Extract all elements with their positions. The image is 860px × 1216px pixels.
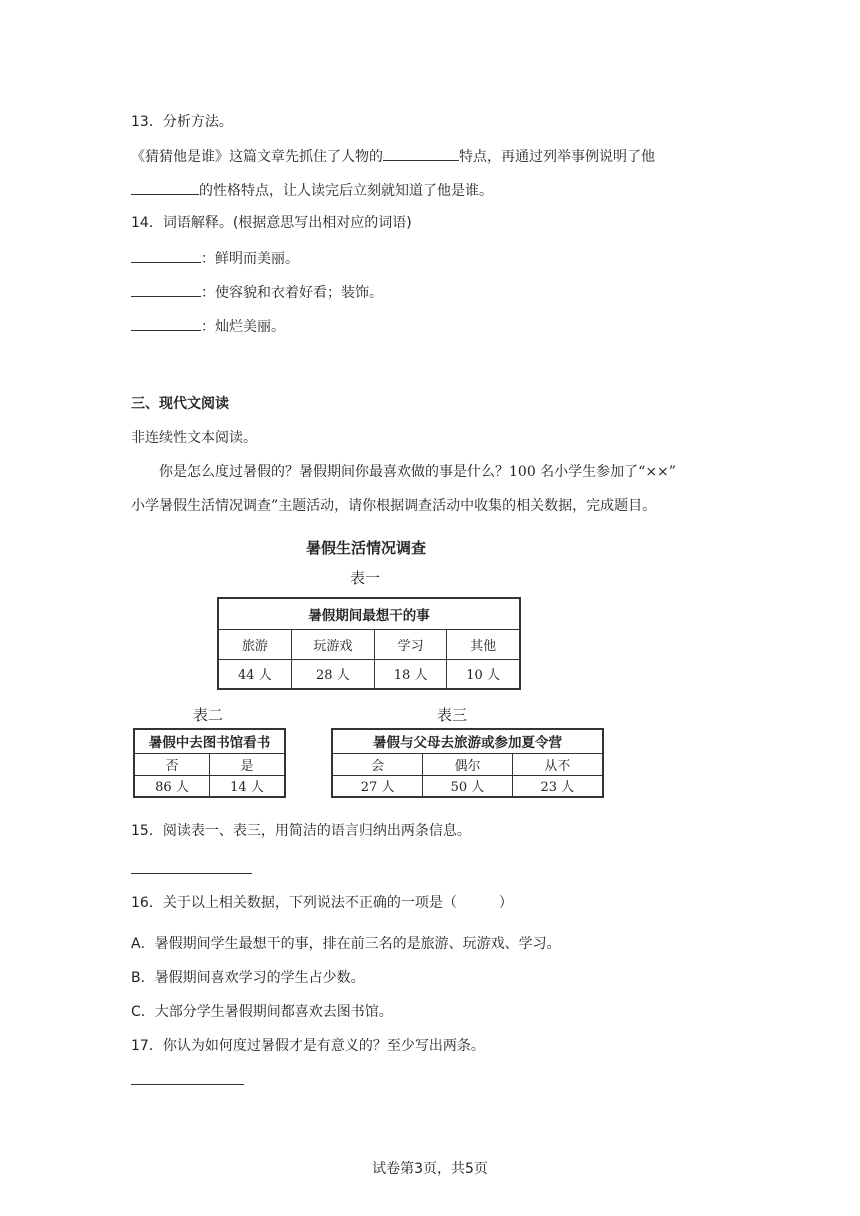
table-cell-value: 10 人	[447, 659, 520, 689]
question-13-line-2	[131, 180, 493, 201]
question-17: 17．你认为如何度过暑假才是有意义的？至少写出两条。	[131, 1038, 485, 1054]
passage-paragraph-line: 小学暑假生活情况调查”主题活动，请你根据调查活动中收集的相关数据，完成题目。	[131, 498, 657, 514]
question-13-text-part: 特点，再通过列举事例说明了他	[459, 149, 655, 165]
table-2-caption: 表二	[193, 706, 224, 724]
table-2-header: 暑假中去图书馆看书	[134, 729, 285, 753]
table-cell-value: 50 人	[423, 775, 512, 797]
answer-blank[interactable]	[131, 316, 201, 331]
table-1-header: 暑假期间最想干的事	[218, 598, 520, 629]
table-cell-label: 否	[134, 753, 210, 775]
table-cell-value: 18 人	[375, 659, 447, 689]
answer-line[interactable]	[131, 1084, 244, 1085]
table-cell-label: 玩游戏	[291, 629, 374, 659]
answer-blank[interactable]	[131, 180, 199, 195]
table-cell-label: 其他	[447, 629, 520, 659]
table-cell-label: 是	[210, 753, 286, 775]
answer-blank[interactable]	[131, 282, 201, 297]
question-15: 15．阅读表一、表三，用简洁的语言归纳出两条信息。	[131, 823, 471, 839]
section-title: 三、现代文阅读	[131, 396, 229, 412]
option-c[interactable]: C．大部分学生暑假期间都喜欢去图书馆。	[131, 1004, 393, 1020]
table-3	[331, 728, 604, 798]
question-14-item	[131, 282, 383, 303]
table-cell-label: 偶尔	[423, 753, 512, 775]
question-13-text-part: 的性格特点，让人读完后立刻就知道了他是谁。	[199, 183, 493, 199]
passage-paragraph-line: 你是怎么度过暑假的？暑假期间你最喜欢做的事是什么？100 名小学生参加了“××”	[159, 464, 676, 480]
table-cell-value: 14 人	[210, 775, 286, 797]
question-13-heading: 13．分析方法。	[131, 114, 233, 130]
table-cell-value: 23 人	[512, 775, 603, 797]
definition-text: ：灿烂美丽。	[201, 319, 285, 335]
table-cell-label: 会	[332, 753, 423, 775]
option-b[interactable]: B．暑假期间喜欢学习的学生占少数。	[131, 970, 365, 986]
table-2	[133, 728, 286, 798]
table-cell-value: 27 人	[332, 775, 423, 797]
table-3-caption: 表三	[437, 706, 468, 724]
question-14-heading: 14．词语解释。(根据意思写出相对应的词语)	[131, 215, 412, 231]
question-14-item	[131, 316, 285, 337]
answer-blank[interactable]	[131, 248, 201, 263]
table-cell-value: 44 人	[218, 659, 291, 689]
table-1	[217, 597, 521, 690]
table-cell-label: 从不	[512, 753, 603, 775]
option-a[interactable]: A．暑假期间学生最想干的事，排在前三名的是旅游、玩游戏、学习。	[131, 936, 561, 952]
table-cell-label: 旅游	[218, 629, 291, 659]
question-13-line-1	[131, 146, 655, 167]
table-1-caption: 表一	[350, 569, 381, 587]
question-14-item	[131, 248, 299, 269]
section-subtitle: 非连续性文本阅读。	[131, 430, 257, 446]
question-13-text-part: 《猜猜他是谁》这篇文章先抓住了人物的	[131, 149, 383, 165]
definition-text: ：使容貌和衣着好看；装饰。	[201, 285, 383, 301]
table-cell-label: 学习	[375, 629, 447, 659]
table-cell-value: 28 人	[291, 659, 374, 689]
answer-blank[interactable]	[383, 146, 459, 161]
page-footer: 试卷第3页，共5页	[372, 1161, 488, 1177]
figure-title: 暑假生活情况调查	[305, 539, 426, 557]
answer-line[interactable]	[131, 873, 252, 874]
definition-text: ：鲜明而美丽。	[201, 251, 299, 267]
table-cell-value: 86 人	[134, 775, 210, 797]
question-16: 16．关于以上相关数据，下列说法不正确的一项是（ ）	[131, 895, 513, 911]
table-3-header: 暑假与父母去旅游或参加夏令营	[332, 729, 603, 753]
